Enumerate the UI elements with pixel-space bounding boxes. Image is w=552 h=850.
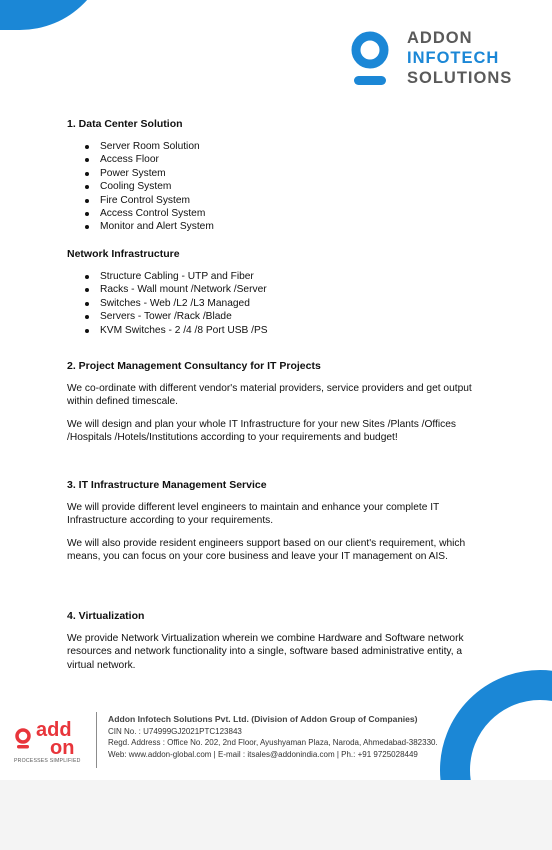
network-infrastructure-title: Network Infrastructure [67,248,180,260]
company-logo [350,28,540,92]
list-item: Servers - Tower /Rack /Blade [85,310,268,323]
addon-tagline: PROCESSES SIMPLIFIED [14,758,81,764]
logo-text-addon: ADDON [407,29,473,47]
corner-decoration-top-left [0,0,110,30]
corner-decoration-bottom-right [440,670,552,780]
list-item: KVM Switches - 2 /4 /8 Port USB /PS [85,324,268,337]
list-item: Monitor and Alert System [85,220,214,233]
addon-logo-text-on: on [50,737,75,759]
list-item: Switches - Web /L2 /L3 Managed [85,297,268,310]
list-item: Power System [85,167,214,180]
section-3-paragraph-1: We will provide different level engineers to maintain and enhance your complete IT Infrastructure according to your requirements. [67,502,440,527]
network-list [85,270,268,337]
logo-text-solutions: SOLUTIONS [407,69,513,87]
data-center-list [85,140,214,234]
section-4-title: 4. Virtualization [67,610,145,622]
list-item: Structure Cabling - UTP and Fiber [85,270,268,283]
letterhead-footer [14,712,444,772]
list-item: Access Floor [85,153,214,166]
footer-cin: CIN No. : U74999GJ2021PTC123843 [108,726,242,736]
footer-company-name: Addon Infotech Solutions Pvt. Ltd. (Division of Addon Group of Companies) [108,714,418,724]
footer-company-info [108,714,438,760]
footer-address: Regd. Address : Office No. 202, 2nd Floor, Ayushyaman Plaza, Naroda, Ahmedabad-382330. [108,738,438,747]
list-item: Cooling System [85,180,214,193]
section-3-title: 3. IT Infrastructure Management Service [67,479,267,491]
footer-divider [96,712,97,768]
section-2-paragraph-1: We co-ordinate with different vendor's material providers, service providers and get output within defined timescale. [67,383,472,408]
section-3-paragraph-2: We will also provide resident engineers support based on our client's requirement, which means, you can focus on your core business and leave your IT management on AIS. [67,538,466,563]
list-item: Server Room Solution [85,140,214,153]
section-2-title: 2. Project Management Consultancy for IT Projects [67,360,321,372]
addon-infotech-logo-icon [350,30,396,90]
list-item: Racks - Wall mount /Network /Server [85,283,268,296]
list-item: Access Control System [85,207,214,220]
addon-logo-text-add: add [36,719,72,741]
section-4-paragraph-1: We provide Network Virtualization wherein we combine Hardware and Software network resources and network functionality into a single, software based administrative entity, a virtual network. [67,633,464,671]
section-1-title: 1. Data Center Solution [67,118,183,130]
logo-text-infotech: INFOTECH [407,49,500,67]
section-2-paragraph-2: We will design and plan your whole IT Infrastructure for your new Sites /Plants /Offices /Hospitals /Hotels/Institutions according to your requirements and budget! [67,419,457,444]
list-item: Fire Control System [85,194,214,207]
footer-contact: Web: www.addon-global.com | E-mail : itsales@addonindia.com | Ph.: +91 9725028449 [108,749,418,759]
